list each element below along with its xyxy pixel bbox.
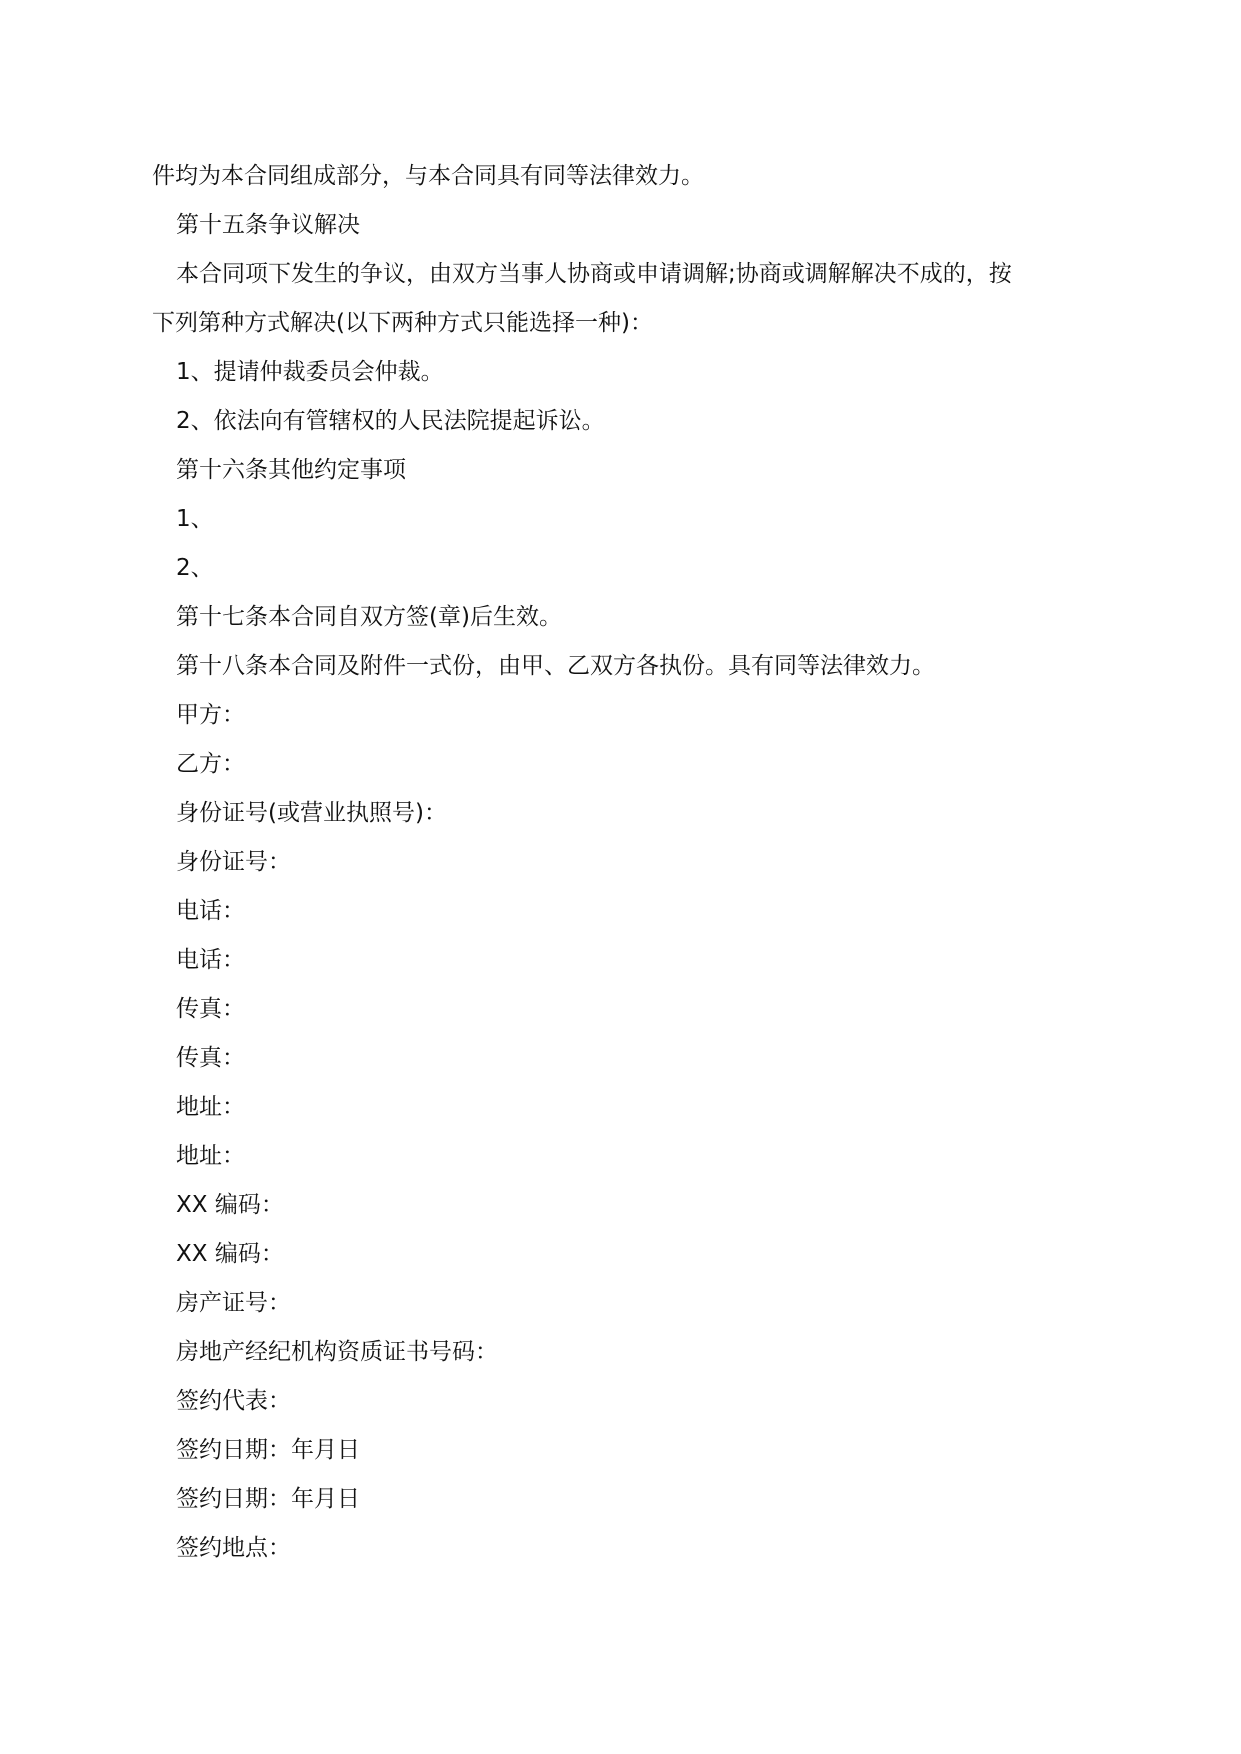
document-line: 件均为本合同组成部分，与本合同具有同等法律效力。: [152, 163, 704, 189]
document-line: 签约日期：年月日: [176, 1486, 360, 1512]
document-line: 传真：: [176, 1045, 245, 1071]
document-line: 本合同项下发生的争议，由双方当事人协商或申请调解;协商或调解解决不成的，按: [176, 261, 1012, 287]
document-line: 甲方：: [176, 702, 245, 728]
document-line: 地址：: [176, 1094, 245, 1120]
document-line: 乙方：: [176, 751, 245, 777]
document-line: 签约地点：: [176, 1535, 291, 1561]
document-line: 电话：: [176, 947, 245, 973]
document-line: 房地产经纪机构资质证书号码：: [176, 1339, 498, 1365]
document-line: 第十八条本合同及附件一式份，由甲、乙双方各执份。具有同等法律效力。: [176, 653, 935, 679]
document-line: 第十五条争议解决: [176, 212, 360, 238]
document-line: 房产证号：: [176, 1290, 291, 1316]
document-line: XX 编码：: [176, 1192, 284, 1218]
document-line: 2、: [176, 555, 214, 581]
document-line: 1、: [176, 506, 214, 532]
document-line: 第十七条本合同自双方签(章)后生效。: [176, 604, 562, 630]
document-line: 身份证号：: [176, 849, 291, 875]
document-line: 签约代表：: [176, 1388, 291, 1414]
document-line: 2、依法向有管辖权的人民法院提起诉讼。: [176, 408, 605, 434]
document-line: 签约日期：年月日: [176, 1437, 360, 1463]
document-line: 地址：: [176, 1143, 245, 1169]
document-body: [152, 152, 1092, 1573]
document-line: XX 编码：: [176, 1241, 284, 1267]
document-line: 身份证号(或营业执照号)：: [176, 800, 447, 826]
document-line: 电话：: [176, 898, 245, 924]
document-line: 1、提请仲裁委员会仲裁。: [176, 359, 444, 385]
document-line: 下列第种方式解决(以下两种方式只能选择一种)：: [152, 310, 653, 336]
document-line: 传真：: [176, 996, 245, 1022]
document-line: 第十六条其他约定事项: [176, 457, 406, 483]
